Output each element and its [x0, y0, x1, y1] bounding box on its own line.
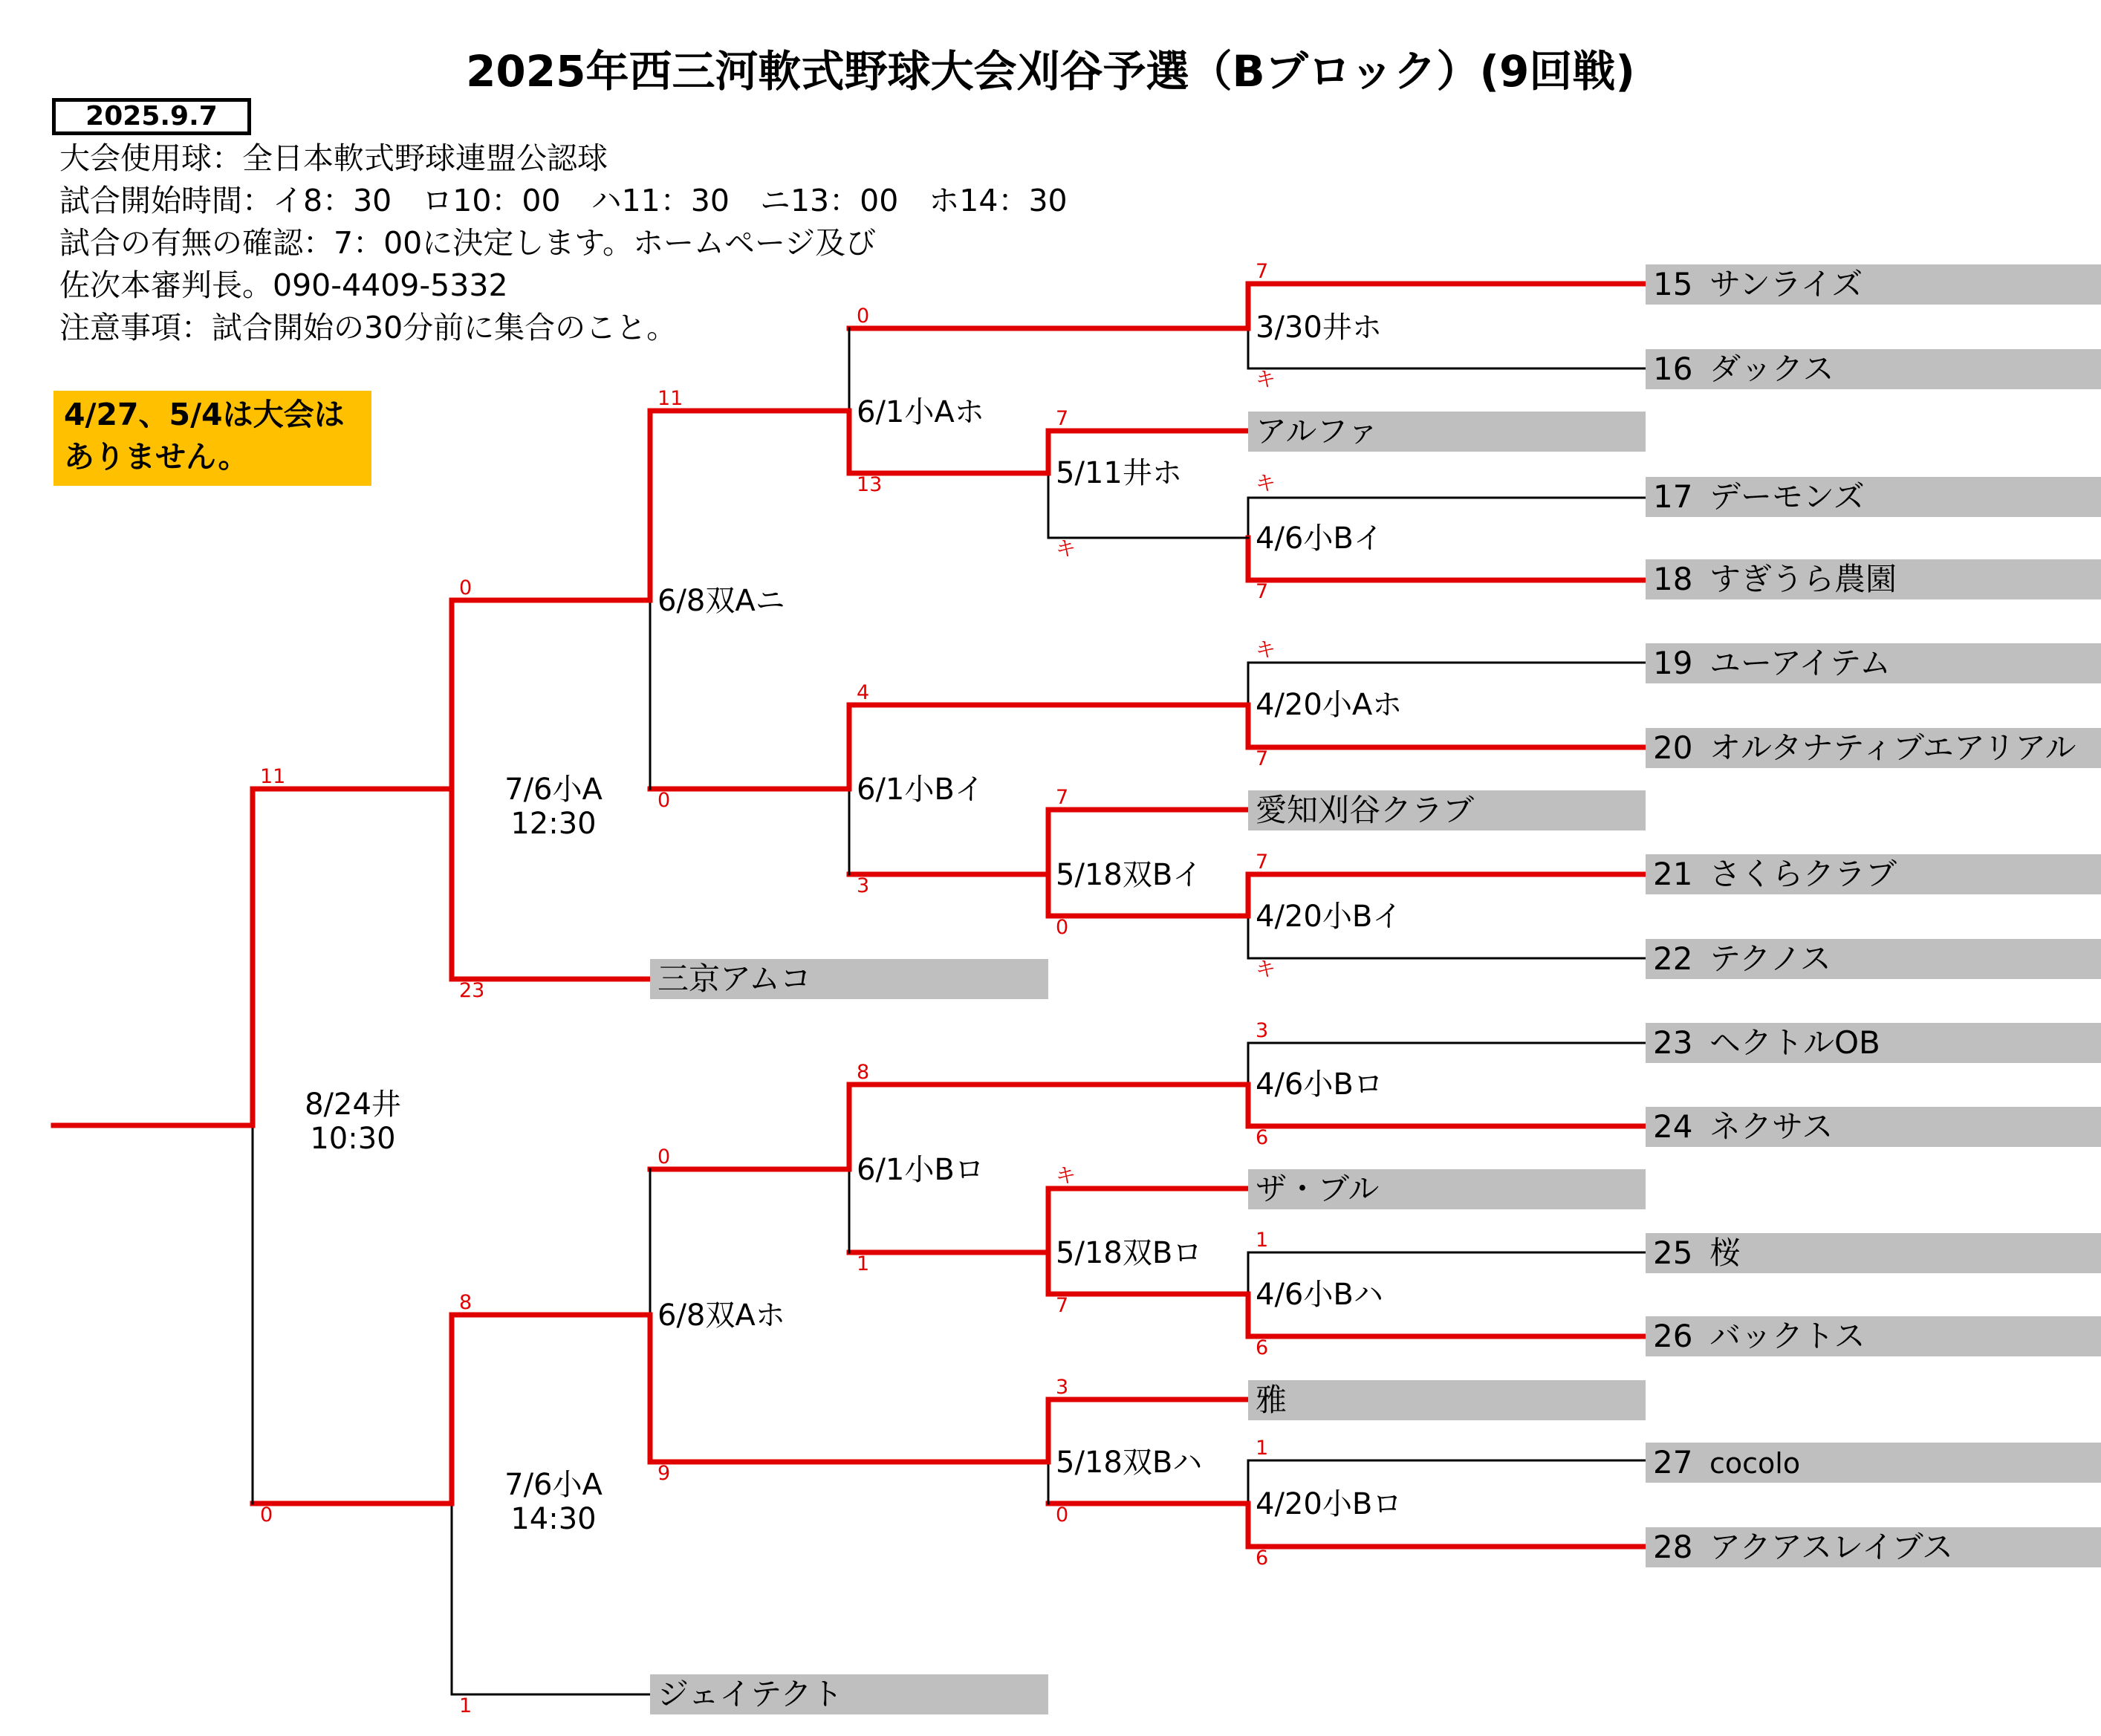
team-name: ダックス — [1709, 351, 1834, 387]
info-confirmation: 試合の有無の確認：7：00に決定します。ホームページ及び — [59, 225, 877, 261]
team-box — [650, 1674, 1048, 1714]
match-label: 4/6小Bイ — [1256, 521, 1383, 556]
score: 6 — [1256, 1547, 1269, 1570]
info-referee: 佐次本審判長。090-4409-5332 — [59, 267, 508, 303]
team-box: 17 デーモンズ — [1646, 477, 2101, 517]
team-name: サンライズ — [1709, 266, 1863, 302]
match-label: 4/20小Bロ — [1256, 1487, 1403, 1521]
team-box — [1248, 412, 1646, 452]
score: 13 — [857, 473, 883, 496]
team-name: ジェイテクト — [657, 1676, 843, 1712]
team-box: 26 バックトス — [1646, 1316, 2101, 1356]
match-label: 6/1小Bロ — [857, 1153, 984, 1187]
match-label: 4/20小Bイ — [1256, 900, 1403, 934]
notice-line-1: 4/27、5/4は大会は — [64, 397, 345, 432]
score: 8 — [459, 1291, 473, 1314]
score: 1 — [1256, 1437, 1269, 1460]
match-label: 4/6小Bハ — [1256, 1278, 1383, 1312]
score: 7 — [1256, 580, 1269, 603]
score: キ — [1256, 958, 1276, 981]
score: 3 — [1056, 1376, 1069, 1399]
match-label: 4/6小Bロ — [1256, 1067, 1383, 1102]
score: 8 — [857, 1061, 870, 1084]
score: キ — [1056, 538, 1076, 561]
score: 23 — [459, 979, 485, 1002]
team-name: アルファ — [1256, 413, 1379, 449]
info-start-times: 試合開始時間：イ8：30 ロ10：00 ハ11：30 ニ13：00 ホ14：30 — [59, 183, 1068, 218]
score: 7 — [1056, 786, 1069, 809]
match-label: 5/18双Bハ — [1056, 1446, 1203, 1480]
team-box: 28 アクアスレイブス — [1646, 1527, 2101, 1567]
match-label: 6/1小Aホ — [857, 395, 984, 429]
score: キ — [1256, 639, 1276, 662]
match-label: 6/1小Bイ — [857, 773, 984, 807]
team-name: すぎうら農園 — [1709, 561, 1897, 597]
team-name: 三京アムコ — [657, 960, 812, 997]
match-label: 5/11井ホ — [1056, 456, 1182, 490]
team-name: さくらクラブ — [1709, 856, 1897, 892]
score: 1 — [1256, 1229, 1269, 1252]
team-name: ザ・ブル — [1256, 1171, 1380, 1207]
score: キ — [1256, 472, 1276, 495]
page-title: 2025年西三河軟式野球大会刈谷予選（Bブロック）(9回戦) — [466, 46, 1635, 97]
score: 11 — [260, 765, 286, 788]
score: 3 — [1256, 1019, 1269, 1042]
team-name: テクノス — [1709, 940, 1831, 977]
match-label: 3/30井ホ — [1256, 311, 1382, 345]
match-label: 6/8双Aニ — [657, 584, 785, 618]
score: 0 — [657, 1145, 671, 1168]
score: 0 — [459, 576, 473, 599]
notice-line-2: ありません。 — [64, 439, 249, 475]
team-box: 15 サンライズ — [1646, 264, 2101, 305]
score: 9 — [657, 1462, 671, 1485]
team-box: 22 テクノス — [1646, 939, 2101, 979]
score: 0 — [1056, 1503, 1069, 1527]
score: 3 — [857, 874, 870, 897]
team-name: バックトス — [1709, 1318, 1865, 1354]
team-box: 20 オルタナティブエアリアル — [1646, 728, 2101, 768]
score: 4 — [857, 681, 870, 704]
team-name: cocolo — [1709, 1447, 1801, 1480]
team-name: オルタナティブエアリアル — [1709, 729, 2076, 766]
team-box: 18 すぎうら農園 — [1646, 559, 2101, 599]
team-name: ヘクトルOB — [1709, 1024, 1880, 1061]
team-name: アクアスレイブス — [1709, 1529, 1954, 1565]
team-box: 24 ネクサス — [1646, 1107, 2101, 1147]
team-name: 愛知刈谷クラブ — [1256, 792, 1475, 828]
info-notes: 注意事項：試合開始の30分前に集合のこと。 — [59, 310, 678, 345]
team-box: 16 ダックス — [1646, 349, 2101, 389]
score: 7 — [1256, 747, 1269, 770]
score: 7 — [1056, 407, 1069, 430]
score: 11 — [657, 387, 683, 410]
score: キ — [1056, 1165, 1076, 1188]
match-label: 7/6小A 14:30 — [504, 1468, 603, 1536]
score: 7 — [1056, 1294, 1069, 1317]
match-label: 6/8双Aホ — [657, 1298, 785, 1333]
score: 7 — [1256, 851, 1269, 874]
team-box — [650, 959, 1048, 999]
team-name: 桜 — [1709, 1235, 1741, 1271]
team-box: 19 ユーアイテム — [1646, 643, 2101, 683]
score: 1 — [459, 1694, 473, 1717]
score: キ — [1256, 368, 1276, 391]
team-box: 27 cocolo — [1646, 1443, 2101, 1483]
team-box: 21 さくらクラブ — [1646, 854, 2101, 894]
match-label: 4/20小Aホ — [1256, 688, 1403, 722]
team-box — [1248, 1380, 1646, 1420]
score: 7 — [1256, 260, 1269, 283]
score: 0 — [857, 305, 870, 328]
team-name: デーモンズ — [1709, 478, 1865, 515]
score: 0 — [260, 1503, 273, 1527]
team-box: 23 ヘクトルOB — [1646, 1023, 2101, 1063]
match-label: 5/18双Bロ — [1056, 1236, 1203, 1270]
score: 1 — [857, 1252, 870, 1275]
team-box — [1248, 790, 1646, 830]
date-box: 2025.9.7 — [52, 98, 251, 135]
score: 0 — [657, 789, 671, 812]
team-name: 雅 — [1256, 1382, 1287, 1418]
team-name: ネクサス — [1709, 1108, 1834, 1145]
score: 6 — [1256, 1126, 1269, 1149]
team-box: 25 桜 — [1646, 1233, 2101, 1273]
match-label: 5/18双Bイ — [1056, 858, 1203, 892]
score: 0 — [1056, 916, 1069, 939]
team-name: ユーアイテム — [1709, 645, 1891, 681]
match-label-final: 8/24井 10:30 — [305, 1088, 401, 1156]
score: 6 — [1256, 1336, 1269, 1359]
team-box — [1248, 1169, 1646, 1209]
info-ball: 大会使用球：全日本軟式野球連盟公認球 — [59, 140, 608, 176]
match-label: 7/6小A 12:30 — [504, 773, 603, 841]
